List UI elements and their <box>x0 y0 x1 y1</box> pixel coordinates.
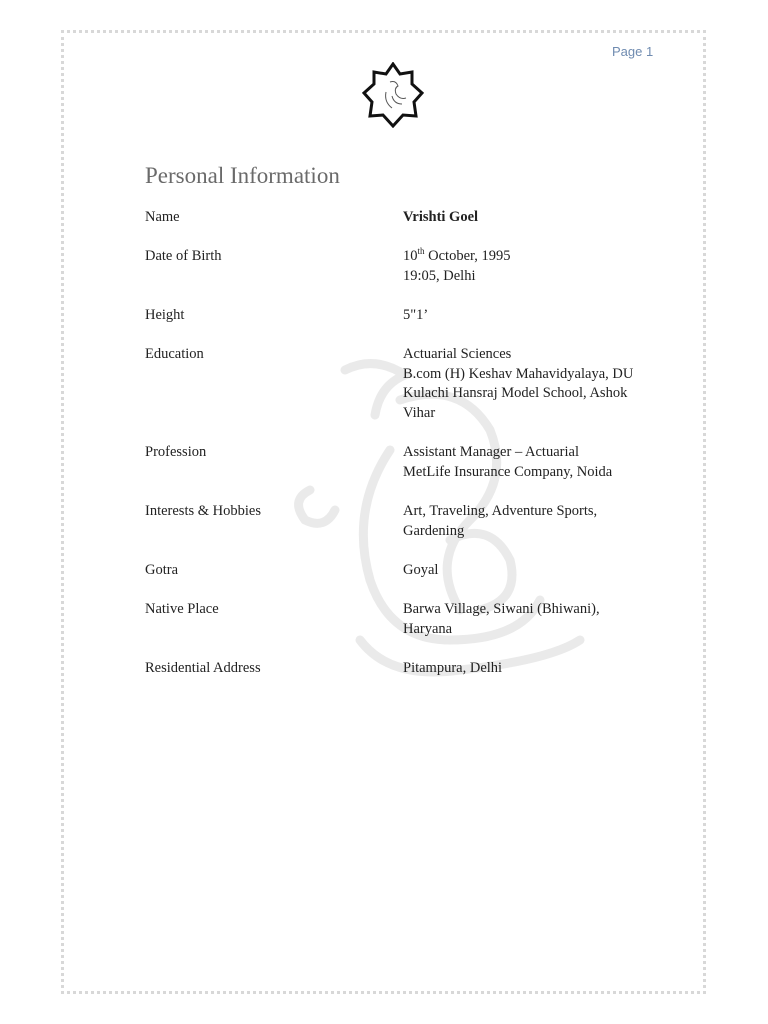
field-value <box>403 502 648 541</box>
field-label: Education <box>145 346 204 362</box>
field-value <box>403 600 648 639</box>
ganesha-lotus-logo <box>362 62 424 128</box>
value-line: Gardening <box>403 522 465 539</box>
field-value: 5"1’ <box>403 307 429 323</box>
field-value: Pitampura, Delhi <box>403 660 503 676</box>
value-line: Assistant Manager – Actuarial <box>403 444 579 460</box>
value-line: MetLife Insurance Company, Noida <box>403 463 613 480</box>
field-value: Vrishti Goel <box>403 209 479 225</box>
value-line: Barwa Village, Siwani (Bhiwani), <box>403 601 600 617</box>
field-label: Interests & Hobbies <box>145 503 261 519</box>
value-line: Art, Traveling, Adventure Sports, <box>403 503 598 519</box>
page-number: Page 1 <box>612 44 654 59</box>
field-value <box>403 443 648 482</box>
field-label: Name <box>145 209 180 225</box>
field-label: Gotra <box>145 562 179 578</box>
field-label: Date of Birth <box>145 248 222 264</box>
field-value <box>403 345 648 423</box>
dob-suffix: th <box>417 246 425 257</box>
value-line: Kulachi Hansraj Model School, Ashok <box>403 385 628 402</box>
field-value <box>403 247 648 286</box>
field-value: Goyal <box>403 562 439 578</box>
section-title: Personal Information <box>145 163 340 188</box>
field-label: Native Place <box>145 601 219 617</box>
field-label: Height <box>145 307 185 323</box>
dob-day: 10 <box>403 248 418 264</box>
field-label: Profession <box>145 444 207 460</box>
value-line: B.com (H) Keshav Mahavidyalaya, DU <box>403 365 634 382</box>
value-line: Actuarial Sciences <box>403 346 512 362</box>
value-line: Vihar <box>403 404 436 421</box>
dob-time-place: 19:05, Delhi <box>403 267 476 284</box>
value-line: Haryana <box>403 620 453 637</box>
dob-rest: October, 1995 <box>424 248 511 264</box>
field-label: Residential Address <box>145 660 261 676</box>
